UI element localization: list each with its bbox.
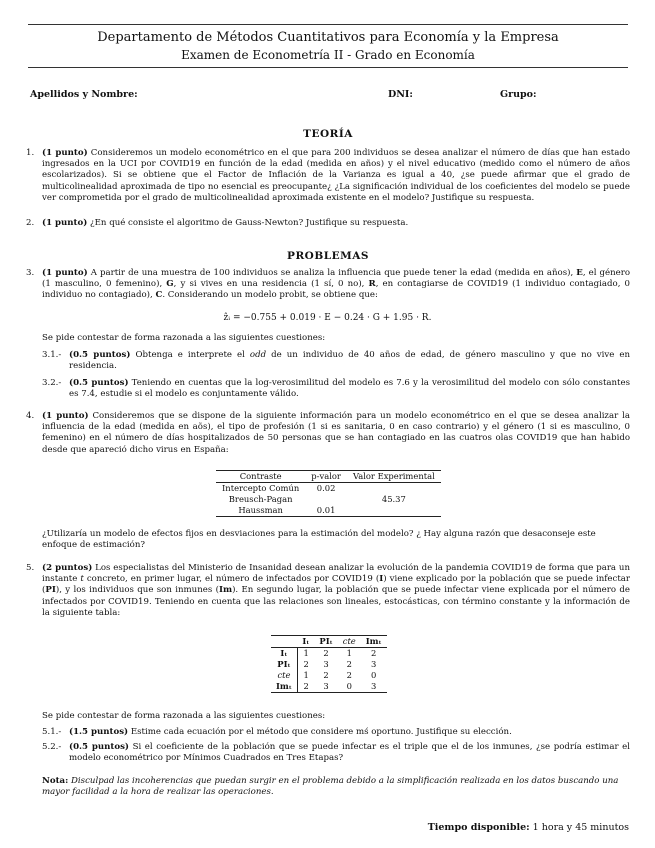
- question-5-1: [42, 727, 630, 738]
- table-row: [271, 659, 387, 670]
- note-text: Disculpad las incoherencias que puedan surgir en el problema debido a la simplificación realizada en los datos buscando una mayor facilidad a la hora de realizar las operaciones.: [42, 776, 619, 798]
- q3-1-text-a: Obtenga e interprete el: [130, 350, 250, 360]
- header-p-valor: p-valor: [311, 471, 341, 481]
- q3-text-2: , el género (1 masculino, 0 femenino),: [42, 268, 631, 290]
- table-row: [271, 648, 387, 660]
- table-cell: 1: [346, 648, 352, 658]
- note-label: Nota:: [42, 776, 69, 786]
- q4-followup: ¿Utilizaría un modelo de efectos fijos en desviaciones para la estimación del modelo? ¿ Hay alguna razón que desaconseje este enfoque de estimación?: [42, 529, 596, 551]
- q3-1-points: (0.5 puntos): [69, 350, 131, 360]
- question-3: [26, 268, 630, 302]
- table-cell: Breusch-Pagan: [228, 494, 293, 504]
- theory-heading: TEORÍA: [303, 128, 353, 140]
- table-cell: 1: [303, 648, 309, 658]
- header-contraste: Contraste: [239, 471, 282, 481]
- exam-title: Examen de Econometría II - Grado en Economía: [181, 48, 475, 62]
- q3-1-text-b: de un individuo de 40 años de edad, de género masculino y que no vive en residencia.: [69, 350, 630, 372]
- q5-text-3: ) viene explicado por la población que se puede infectar (: [42, 574, 631, 596]
- table-row: [216, 494, 441, 505]
- group-field-label: Grupo:: [500, 89, 537, 100]
- table-cell: [347, 505, 441, 517]
- header-valor-experimental: Valor Experimental: [352, 471, 435, 481]
- q5-text-1: Los especialistas del Ministerio de Insanidad desean analizar la evolución de la pandemia COVID19 de forma que para un instante: [42, 563, 630, 585]
- time-label: Tiempo disponible:: [427, 822, 530, 833]
- table-cell: 2: [323, 648, 329, 658]
- q1-number: 1.: [26, 148, 35, 158]
- q5-var-i: I: [379, 574, 384, 585]
- table-cell: 0: [371, 670, 377, 680]
- table-cell: [305, 494, 347, 505]
- table-cell: 2: [323, 670, 329, 680]
- q3-var-r: R: [368, 279, 376, 290]
- row-header: PIₜ: [271, 659, 297, 670]
- table-row: [216, 483, 441, 495]
- header-it: Iₜ: [302, 636, 310, 646]
- table-cell: 45.37: [381, 494, 406, 504]
- table-cell: Haussman: [238, 505, 283, 515]
- top-rule: [28, 24, 628, 25]
- note: [42, 776, 632, 798]
- q5-var-pi: PI: [45, 585, 56, 596]
- q5-2-number: 5.2.-: [42, 742, 62, 752]
- table-cell: 2: [346, 659, 352, 669]
- q3-var-e: E: [576, 268, 583, 278]
- name-field-label: Apellidos y Nombre:: [30, 89, 138, 100]
- q3-2-number: 3.2.-: [42, 378, 62, 388]
- contrast-table-header: [216, 471, 441, 483]
- table-cell: 3: [371, 659, 377, 669]
- row-header: cte: [271, 670, 297, 681]
- table-row: [216, 505, 441, 517]
- question-2: [26, 218, 630, 229]
- time-available: [428, 822, 629, 833]
- q5-text-5: ). En segundo lugar, la población que se puede infectar viene explicada por el número de infectados por COVID19. Teniendo en cuenta que las relaciones son lineales, estocásticas, con término constante y la información de la siguiente tabla:: [42, 585, 630, 618]
- q3-number: 3.: [26, 268, 35, 278]
- question-3-1: [42, 350, 630, 372]
- department-title: Departamento de Métodos Cuantitativos para Economía y la Empresa: [97, 30, 559, 45]
- table-cell: Intercepto Común: [222, 483, 300, 493]
- q5-1-text: Estime cada ecuación por el método que considere mś oportuno. Justifique su elección.: [128, 727, 512, 737]
- question-5-2: [42, 742, 630, 764]
- table-cell: 0.02: [316, 483, 336, 493]
- table-row: [271, 670, 387, 681]
- q5-var-im: Im: [218, 585, 233, 596]
- table-cell: 2: [303, 659, 309, 669]
- contrast-table: [216, 470, 441, 517]
- header-empty: [271, 636, 297, 648]
- question-5: [26, 563, 630, 619]
- q5-number: 5.: [26, 563, 35, 573]
- q3-points: (1 punto): [42, 268, 88, 278]
- q3-1-number: 3.1.-: [42, 350, 62, 360]
- time-value: 1 hora y 45 minutos: [529, 822, 629, 833]
- q4-number: 4.: [26, 411, 35, 421]
- q5-text-4: ), y los individuos que son inmunes (: [55, 585, 219, 596]
- q5-2-text: Si el coeficiente de la población que se puede infectar es el triple que el de los inmunes, ¿se podría estimar el modelo econométrico por Mínimos Cuadrados en Tres Etapas?: [69, 742, 630, 764]
- q2-number: 2.: [26, 218, 35, 228]
- q3-text-4: , en contagiarse de COVID19 (1 individuo contagiado, 0 individuo no contagiado),: [42, 279, 631, 301]
- q5-2-points: (0.5 puntos): [69, 742, 129, 752]
- moments-table-header: [271, 636, 387, 648]
- q3-text-1: A partir de una muestra de 100 individuos se analiza la influencia que puede tener la edad (medida en años),: [87, 268, 577, 278]
- problems-heading: PROBLEMAS: [287, 250, 369, 262]
- moments-table: [271, 635, 387, 693]
- question-3-2: [42, 378, 630, 400]
- row-header: Iₜ: [271, 648, 297, 660]
- table-cell: 3: [323, 681, 329, 691]
- table-cell: 3: [323, 659, 329, 669]
- table-cell: 2: [371, 648, 377, 658]
- header-pit: PIₜ: [319, 636, 333, 646]
- dni-field-label: DNI:: [388, 89, 413, 100]
- table-cell: 1: [303, 670, 309, 680]
- q5-var-t: t: [80, 574, 84, 585]
- table-cell: 0: [346, 681, 352, 691]
- q3-prompt: Se pide contestar de forma razonada a las siguientes cuestiones:: [42, 333, 326, 343]
- q2-text: ¿En qué consiste el algoritmo de Gauss-Newton? Justifique su respuesta.: [87, 218, 409, 228]
- row-header: Imₜ: [271, 681, 297, 693]
- table-row: [271, 681, 387, 693]
- q5-1-points: (1.5 puntos): [69, 727, 129, 737]
- q3-2-text: Teniendo en cuentas que la log-verosimilitud del modelo es 7.6 y la verosimilitud del modelo con sólo constantes es 7.4, estudie si el modelo es conjuntamente válido.: [69, 378, 631, 400]
- bottom-rule: [28, 67, 628, 68]
- probit-equation: ẑᵢ = −0.755 + 0.019 · E − 0.24 · G + 1.95 · R.: [223, 313, 432, 323]
- question-4: [26, 411, 630, 456]
- q3-text-5: . Considerando un modelo probit, se obtiene que:: [162, 290, 378, 301]
- q3-var-g: G: [166, 279, 174, 290]
- q3-var-c: C: [155, 290, 163, 301]
- q5-prompt: Se pide contestar de forma razonada a las siguientes cuestiones:: [42, 711, 326, 721]
- q5-1-number: 5.1.-: [42, 727, 62, 737]
- table-cell: 0.01: [316, 505, 336, 515]
- header-cte: cte: [342, 636, 356, 646]
- q3-1-odd: odd: [249, 350, 267, 360]
- q4-points: (1 punto): [42, 411, 89, 421]
- table-cell: [347, 483, 441, 495]
- q2-points: (1 punto): [42, 218, 88, 228]
- q5-text-2: concreto, en primer lugar, el número de infectados por COVID19 (: [83, 574, 380, 585]
- header-imt: Imₜ: [365, 636, 382, 646]
- q3-text-3: , y si vives en una residencia (1 sí, 0 no),: [173, 279, 369, 290]
- table-cell: 3: [371, 681, 377, 691]
- q1-points: (1 punto): [42, 148, 88, 158]
- table-cell: 2: [303, 681, 309, 691]
- q5-points: (2 puntos): [42, 563, 93, 573]
- q4-text: Consideremos que se dispone de la siguiente información para un modelo econométrico en el que se desea analizar la influencia de la edad (medida en aõs), el tipo de profesión (1 si es sanitaria, 0 en caso contrario) y el género (1 si es masculino, 0 femenino) en el número de días hospitalizados de 50 personas que se han contagiado en las cuatros olas COVID19 que han habido desde que apareció dicho virus en España:: [42, 411, 631, 455]
- q3-2-points: (0.5 puntos): [69, 378, 129, 388]
- question-1: [26, 148, 630, 204]
- table-cell: 2: [346, 670, 352, 680]
- q1-text: Consideremos un modelo econométrico en el que para 200 individuos se desea analizar el número de días que han estado ingresados en la UCI por COVID19 en función de la edad (medida en años) y el nivel educativo (medido como el número de años escolarizados). Si se obtiene que el Factor de Inflación de la Varianza es igual a 40, ¿se puede afirmar que el grado de multicolinealidad aproximada de tipo no esencial es preocupante¿ ¿La significación individual de los coeficientes del modelo se puede ver comprometida por el grado de multicolinealidad aproximada existente en el modelo? Justifique su respuesta.: [42, 148, 630, 203]
